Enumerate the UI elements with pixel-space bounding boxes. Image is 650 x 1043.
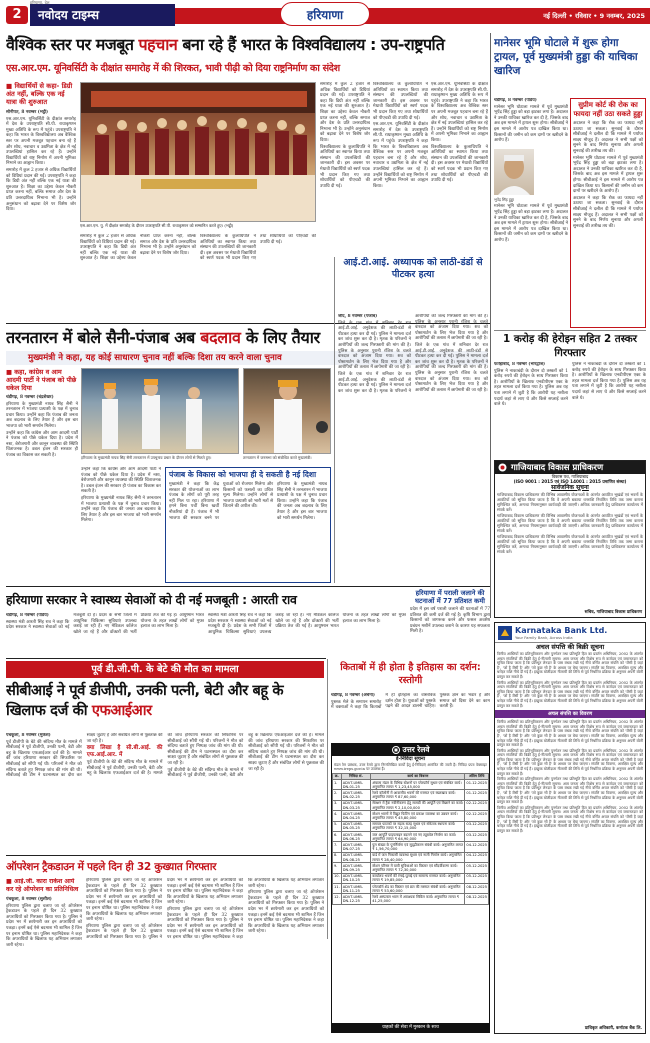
table-row: [333, 800, 489, 810]
gda-notice: गाजियाबाद विकास प्राधिकरण विकास पथ, गाजियाबाद (ISO 9001 : 2015 एवं ISO 14001 : 2015 प्रमाणित संस्था) सार्वजनिक सूचना गाजियाबाद विकास प्राधिकरण की विभिन्न आवासीय योजनाओं के अंतर्गत आवंटित भूखंडों एवं भवनों के आवंटियों को सूचित किया जाता है कि वे अपनी बकाया धनराशि निर्धारित तिथि तक जमा कराना सुनिश्चित करें, अन्यथा नियमानुसार कार्यवाही की जाएगी। अधिक जानकारी हेतु प्राधिकरण कार्यालय में संपर्क करें। गाजियाबाद विकास प्राधिकरण की विभिन्न आवासीय योजनाओं के अंतर्गत आवंटित भूखंडों एवं भवनों के आवंटियों को सूचित किया जाता है कि वे अपनी बकाया धनराशि निर्धारित तिथि तक जमा कराना सुनिश्चित करें, अन्यथा नियमानुसार कार्यवाही की जाएगी। अधिक जानकारी हेतु प्राधिकरण कार्यालय में संपर्क करें। गाजियाबाद विकास प्राधिकरण की विभिन्न आवासीय योजनाओं के अंतर्गत आवंटित भूखंडों एवं भवनों के आवंटियों को सूचित किया जाता है कि वे अपनी बकाया धनराशि निर्धारित तिथि तक जमा कराना सुनिश्चित करें, अन्यथा नियमानुसार कार्यवाही की जाएगी। अधिक जानकारी हेतु प्राधिकरण कार्यालय में संपर्क करें। सचिव, गाजियाबाद विकास प्राधिकरण: [494, 460, 646, 618]
iti-body: जींद, 8 नवम्बर (पंजाब) जिले के एक गांव में शनिवार देर रात आई.टी.आई. अनुदेशक की लाठी-डंडों से पीटकर हत्या कर दी गई। पुलिस ने मामला दर्ज कर जांच शुरू कर दी है। मृतक के परिजनों ने आरोपियों की जल्द गिरफ्तारी की मांग की है। पुलिस के अनुसार पुरानी रंजिश के चलते वारदात को अंजाम दिया गया। शव को पोस्टमार्टम के लिए भेज दिया गया है और आरोपियों की तलाश में छापेमारी की जा रही है। जिले के एक गांव में शनिवार देर रात आई.टी.आई. अनुदेशक की लाठी-डंडों से पीटकर हत्या कर दी गई। पुलिस ने मामला दर्ज कर जांच शुरू कर दी है। मृतक के परिजनों ने आरोपियों की जल्द गिरफ्तारी की मांग की है। पुलिस के अनुसार पुरानी रंजिश के चलते वारदात को अंजाम दिया गया। शव को पोस्टमार्टम के लिए भेज दिया गया है और आरोपियों की तलाश में छापेमारी की जा रही है। जिले के एक गांव में शनिवार देर रात आई.टी.आई. अनुदेशक की लाठी-डंडों से पीटकर हत्या कर दी गई। पुलिस ने मामला दर्ज कर जांच शुरू कर दी है। मृतक के परिजनों ने आरोपियों की जल्द गिरफ्तारी की मांग की है। पुलिस के अनुसार पुरानी रंजिश के चलते वारदात को अंजाम दिया गया। शव को पोस्टमार्टम के लिए भेज दिया गया है और आरोपियों की तलाश में छापेमारी की जा रही है।: [338, 314, 488, 394]
divider-horizontal-2: [6, 586, 490, 587]
saini-headline: तरनतारन में बोले सैनी-पंजाब अब बदलाव के लिए तैयार: [6, 328, 320, 347]
table-cell: स्टेशन भवनों में विद्युत फिटिंग एवं प्रकाश व्यवस्था का उन्नयन कार्य। अनुमानित लागत ₹ 45,80,000: [371, 811, 465, 821]
table-cell: पुल संख्या के पुनर्निर्माण एवं सुदृढ़ीकरण संबंधी कार्य। अनुमानित लागत ₹ 1,56,70,000: [372, 842, 464, 852]
table-cell: रेलवे अस्पताल भवन में आवश्यक सिविल कार्य। अनुमानित लागत ₹ 41,25,000: [371, 894, 465, 904]
saini-col-2: उन्होंने कहा कि कांग्रेस और आम आदमी पार्टी ने पंजाब को पीछे धकेल दिया है। प्रदेश में नशा, बेरोजगारी और कानून व्यवस्था की स्थिति चिंताजनक है। डबल इंजन की सरकार ही पंजाब का विकास कर सकती है। हरियाणा के मुख्यमंत्री नायब सिंह सैनी ने तरनतारन में भाजपा प्रत्याशी के पक्ष में चुनाव प्रचार किया। उन्होंने कहा कि पंजाब की जनता अब बदलाव के लिए तैयार है और इस बार भाजपा को भारी समर्थन मिलेगा।: [81, 467, 161, 524]
health-headline: हरियाणा सरकार ने स्वास्थ्य सेवाओं को दी नई मजबूती : आरती राव: [6, 592, 297, 607]
table-cell: 02.12.2025: [465, 811, 489, 821]
divider-horizontal-3: [6, 658, 326, 659]
lead-column-5: एस.आर.एम. यूनिवर्सिटी के दीक्षांत समारोह में देश के उपराष्ट्रपति सी.पी. राधाकृष्णन मुख्य अतिथि के रूप में पहुंचे। उपराष्ट्रपति ने कहा कि भारत के विश्वविद्यालय अब वैश्विक स्तर पर अपनी मजबूत पहचान बना रहे हैं और शोध, नवाचार व उद्यमिता के क्षेत्र में नई उपलब्धियां हासिल कर रहे हैं। उन्होंने विद्यार्थियों को राष्ट्र निर्माण में अपनी भूमिका निभाने का आह्वान किया। विश्वविद्यालय के कुलाधिपति ने अतिथियों का स्वागत किया तथा संस्थान की उपलब्धियों की जानकारी दी। इस अवसर पर मेधावी विद्यार्थियों को स्वर्ण पदक भी प्रदान किए गए तथा शोधार्थियों को पीएचडी की उपाधि दी गई।: [431, 82, 488, 184]
lead-subhead: एस.आर.एम. यूनिवर्सिटी के दीक्षांत समारोह में की शिरकत, भावी पीढ़ी को दिया राष्ट्रनिर्माण का संदेश: [6, 63, 340, 74]
saini-photo-2-art: [244, 369, 331, 454]
table-cell: 3.: [333, 800, 342, 810]
railway-table-header: क्र.: [333, 773, 342, 779]
table-cell: 05.12.2025: [465, 863, 489, 873]
divider-vertical-mid: [334, 257, 335, 583]
gda-logo-icon: [498, 463, 507, 472]
divider-vertical-dgp: [327, 659, 328, 939]
saini-caption-2: तरनतारन में जनसभा को संबोधित करते मुख्यमंत्री।: [243, 455, 312, 460]
table-cell: स्टेशन परिसर में यात्री सुविधाओं का विस्तार एवं सौंदर्यीकरण कार्य। अनुमानित लागत ₹ 72,30,000: [371, 863, 465, 873]
table-cell: कार्यालय भवनों की रंगाई-पुताई एवं सामान्य मरम्मत कार्य। अनुमानित लागत ₹ 19,85,000: [371, 873, 465, 883]
table-cell: 04.12.2025: [465, 852, 489, 862]
table-row: [333, 842, 489, 852]
lead-body-1: एस.आर.एम. यूनिवर्सिटी के दीक्षांत समारोह में देश के उपराष्ट्रपति सी.पी. राधाकृष्णन मुख्य अतिथि के रूप में पहुंचे। उपराष्ट्रपति ने कहा कि भारत के विश्वविद्यालय अब वैश्विक स्तर पर अपनी मजबूत पहचान बना रहे हैं और शोध, नवाचार व उद्यमिता के क्षेत्र में नई उपलब्धियां हासिल कर रहे हैं। उन्होंने विद्यार्थियों को राष्ट्र निर्माण में अपनी भूमिका निभाने का आह्वान किया।: [6, 116, 76, 167]
heroin-body: फतेहाबाद, 8 नवम्बर (भारद्वाज) पुलिस ने नाकाबंदी के दौरान दो तस्करों को 1 करोड़ रुपये की हेरोइन के साथ गिरफ्तार किया है। आरोपियों के खिलाफ एनडीपीएस एक्ट के तहत मामला दर्ज किया गया है। पुलिस अब यह पता लगाने में जुटी है कि आरोपी यह नशीला पदार्थ कहां से लाए थे और किसे सप्लाई करने वाले थे। पुलिस ने नाकाबंदी के दौरान दो तस्करों को 1 करोड़ रुपये की हेरोइन के साथ गिरफ्तार किया है। आरोपियों के खिलाफ एनडीपीएस एक्ट के तहत मामला दर्ज किया गया है। पुलिस अब यह पता लगाने में जुटी है कि आरोपी यह नशीला पदार्थ कहां से लाए थे और किसे सप्लाई करने वाले थे।: [494, 362, 646, 408]
table-cell: 10.: [333, 873, 342, 883]
masthead: [0, 0, 650, 30]
saini-box-head: पंजाब के विकास को भाजपा ही दे सकती है नई दिशा: [169, 470, 317, 479]
table-cell: 1.: [333, 780, 342, 790]
divider-horizontal-4: [6, 855, 326, 856]
health-body: चंडीगढ़, 8 नवम्बर (पांडेय) स्वास्थ्य मंत्री आरती सिंह राव ने कहा कि प्रदेश सरकार ने स्वास्थ्य सेवाओं को नई मजबूती दी है। प्रदेश के सभी जिलों में आधुनिक चिकित्सा सुविधाएं उपलब्ध कराई जा रही हैं। नए मेडिकल कॉलेज खोले जा रहे हैं और डॉक्टरों की भर्ती प्रक्रिया तेज की गई है। आयुष्मान भारत योजना के तहत लाखों लोगों को मुफ्त इलाज का लाभ मिला है। स्वास्थ्य मंत्री आरती सिंह राव ने कहा कि प्रदेश सरकार ने स्वास्थ्य सेवाओं को नई मजबूती दी है। प्रदेश के सभी जिलों में आधुनिक चिकित्सा सुविधाएं उपलब्ध कराई जा रही हैं। नए मेडिकल कॉलेज खोले जा रहे हैं और डॉक्टरों की भर्ती प्रक्रिया तेज की गई है। आयुष्मान भारत योजना के तहत लाखों लोगों को मुफ्त इलाज का लाभ मिला है।: [6, 613, 406, 635]
dgp-headline: सीबीआई ने पूर्व डीजीपी, उनकी पत्नी, बेटी और बहू के खिलाफ दर्ज की एफआईआर: [6, 682, 284, 719]
bank-title: अचल संपत्ति की बिक्री सूचना: [535, 643, 605, 651]
side-top-headline: मानेसर भूमि घोटाले में शुरू होगा ट्रायल, पूर्व मुख्यमंत्री हुड्डा की याचिका खारिज: [494, 37, 638, 77]
saini-photo-2: [243, 368, 331, 454]
iti-headline: आई.टी.आई. अध्यापक को लाठी-डंडों से पीटकर हत्या: [343, 257, 483, 280]
divider-vertical-right: [490, 33, 491, 618]
table-cell: 02.12.2025: [465, 800, 489, 810]
bank-logo-icon: [498, 626, 512, 640]
gda-header: गाजियाबाद विकास प्राधिकरण: [495, 461, 645, 474]
saini-col-1: ■ कहा, कांग्रेस व आम आदमी पार्टी ने पंजाब को पीछे धकेल दिया चंडीगढ़, 8 नवम्बर (चंद्रशेखर) हरियाणा के मुख्यमंत्री नायब सिंह सैनी ने तरनतारन में भाजपा प्रत्याशी के पक्ष में चुनाव प्रचार किया। उन्होंने कहा कि पंजाब की जनता अब बदलाव के लिए तैयार है और इस बार भाजपा को भारी समर्थन मिलेगा। उन्होंने कहा कि कांग्रेस और आम आदमी पार्टी ने पंजाब को पीछे धकेल दिया है। प्रदेश में नशा, बेरोजगारी और कानून व्यवस्था की स्थिति चिंताजनक है। डबल इंजन की सरकार ही पंजाब का विकास कर सकती है।: [6, 368, 78, 458]
lead-column-4: विश्वविद्यालय के कुलाधिपति ने अतिथियों का स्वागत किया तथा संस्थान की उपलब्धियों की जानकारी दी। इस अवसर पर मेधावी विद्यार्थियों को स्वर्ण पदक भी प्रदान किए गए तथा शोधार्थियों को पीएचडी की उपाधि दी गई। एस.आर.एम. यूनिवर्सिटी के दीक्षांत समारोह में देश के उपराष्ट्रपति सी.पी. राधाकृष्णन मुख्य अतिथि के रूप में पहुंचे। उपराष्ट्रपति ने कहा कि भारत के विश्वविद्यालय अब वैश्विक स्तर पर अपनी मजबूत पहचान बना रहे हैं और शोध, नवाचार व उद्यमिता के क्षेत्र में नई उपलब्धियां हासिल कर रहे हैं। उन्होंने विद्यार्थियों को राष्ट्र निर्माण में अपनी भूमिका निभाने का आह्वान किया।: [373, 82, 428, 189]
lead-column-1: [6, 82, 76, 322]
table-cell: रेलवे कॉलोनी में आवासीय भवनों की मरम्मत एवं रखरखाव कार्य। अनुमानित लागत ₹ 87,60,000: [371, 790, 465, 800]
railway-table-header: निविदा सं.: [341, 773, 371, 779]
tagline: हरियाणा, देश: [30, 0, 50, 5]
table-cell: प्लेटफॉर्म शेड का विस्तार एवं छत की मरम्मत संबंधी कार्य। अनुमानित लागत ₹ 53,60,000: [371, 884, 465, 894]
lead-column-3: समारोह में कुल 2 हजार से अधिक विद्यार्थियों को डिग्रियां प्रदान की गईं। उपराष्ट्रपति ने कहा कि डिग्री अंत नहीं बल्कि एक नई यात्रा की शुरुआत है। शिक्षा का उद्देश्य केवल नौकरी प्राप्त करना नहीं, बल्कि समाज और देश के प्रति उत्तरदायित्व निभाना भी है। उन्होंने अनुसंधान को बढ़ावा देने पर विशेष जोर दिया। विश्वविद्यालय के कुलाधिपति ने अतिथियों का स्वागत किया तथा संस्थान की उपलब्धियों की जानकारी दी। इस अवसर पर मेधावी विद्यार्थियों को स्वर्ण पदक भी प्रदान किए गए तथा शोधार्थियों को पीएचडी की उपाधि दी गई।: [320, 82, 370, 189]
railway-footer: ग्राहकों की सेवा में मुस्कान के साथ: [332, 1023, 489, 1032]
hooda-caption: भूपेंद्र सिंह हुड्डा: [494, 196, 514, 202]
table-cell: जल आपूर्ति पाइपलाइन बदलने एवं नए ट्यूबवेल निर्माण का कार्य। अनुमानित लागत ₹ 64,90,000: [371, 832, 465, 842]
table-cell: अंबाला मंडल के विभिन्न स्टेशनों पर प्लेटफॉर्म सुधार एवं संबंधित कार्य। अनुमानित लागत ₹ 1,23,45,000: [371, 780, 465, 790]
table-cell: 03.12.2025: [465, 832, 489, 842]
table-cell: ADVT-UMB-DN-01-25: [341, 780, 371, 790]
table-cell: 7.: [333, 842, 342, 852]
dgp-sub-head: क्या लिखा है सी.बी.आई. की एफ.आई.आर. में: [86, 745, 163, 759]
bank-header: Karnataka Bank Ltd. Your Family Bank, Across India: [495, 623, 645, 643]
table-row: [333, 821, 489, 831]
table-cell: ADVT-UMB-DN-06-25: [341, 832, 371, 842]
lead-photo-illustration: [81, 83, 316, 222]
haryana-tithi: हरियाणा में पराली जलाने की घटनाओं में 77 प्रतिशत कमी प्रदेश में इस वर्ष पराली जलाने की घटनाओं में 77 प्रतिशत की कमी दर्ज की गई है। कृषि विभाग द्वारा किसानों को जागरूक करने और फसल अवशेष प्रबंधन मशीनें उपलब्ध कराने के कारण यह सफलता मिली है।: [410, 589, 490, 635]
table-cell: ADVT-UMB-DN-02-25: [341, 790, 371, 800]
table-row: [333, 852, 489, 862]
lead-dateline: सोनीपत, 8 नवम्बर (भट्ठी): [6, 110, 49, 115]
table-cell: ADVT-UMB-DN-03-25: [341, 800, 371, 810]
saini-caption-1: हरियाणा के मुख्यमंत्री नायब सिंह सैनी तरनतारन में उपचुनाव प्रचार के दौरान लोगों से मिलते हुए।: [81, 455, 212, 460]
table-cell: ADVT-UMB-DN-10-25: [341, 873, 371, 883]
divider-heroin: [494, 330, 646, 331]
table-cell: 05.12.2025: [465, 873, 489, 883]
table-cell: ADVT-UMB-DN-07-25: [341, 842, 371, 852]
lead-photo: [80, 82, 316, 222]
operation-side-head: ■ आई.जी. कारा राकेश आर्य कर रहे ऑपरेशन का प्रतिनिधित्व: [6, 878, 79, 893]
heroin-headline: 1 करोड़ की हेरोइन सहित 2 तस्कर गिरफ्तार: [503, 333, 637, 359]
table-cell: 01.12.2025: [465, 780, 489, 790]
table-row: [333, 790, 489, 800]
railway-logo-icon: [392, 746, 400, 754]
dgp-body: पंचकूला, 8 नवम्बर (मुकेश) पूर्व डीजीपी के बेटे की संदिग्ध मौत के मामले में सीबीआई ने पूर्व डीजीपी, उनकी पत्नी, बेटी और बहू के खिलाफ एफआईआर दर्ज की है। मामले की जांच हरियाणा सरकार की सिफारिश पर सीबीआई को सौंपी गई थी। परिजनों ने मौत को संदिग्ध बताते हुए निष्पक्ष जांच की मांग की थी। सीबीआई की टीम ने घटनास्थल का दौरा कर साक्ष्य जुटाए हैं और संबंधित लोगों से पूछताछ की जा रही है। क्या लिखा है सी.बी.आई. की एफ.आई.आर. में पूर्व डीजीपी के बेटे की संदिग्ध मौत के मामले में सीबीआई ने पूर्व डीजीपी, उनकी पत्नी, बेटी और बहू के खिलाफ एफआईआर दर्ज की है। मामले की जांच हरियाणा सरकार की सिफारिश पर सीबीआई को सौंपी गई थी। परिजनों ने मौत को संदिग्ध बताते हुए निष्पक्ष जांच की मांग की थी। सीबीआई की टीम ने घटनास्थल का दौरा कर साक्ष्य जुटाए हैं और संबंधित लोगों से पूछताछ की जा रही है। पूर्व डीजीपी के बेटे की संदिग्ध मौत के मामले में सीबीआई ने पूर्व डीजीपी, उनकी पत्नी, बेटी और बहू के खिलाफ एफआईआर दर्ज की है। मामले की जांच हरियाणा सरकार की सिफारिश पर सीबीआई को सौंपी गई थी। परिजनों ने मौत को संदिग्ध बताते हुए निष्पक्ष जांच की मांग की थी। सीबीआई की टीम ने घटनास्थल का दौरा कर साक्ष्य जुटाए हैं और संबंधित लोगों से पूछताछ की जा रही है।: [6, 733, 324, 779]
hooda-portrait: [494, 149, 534, 195]
table-row: [333, 863, 489, 873]
lead-body-2: समारोह में कुल 2 हजार से अधिक विद्यार्थियों को डिग्रियां प्रदान की गईं। उपराष्ट्रपति ने कहा कि डिग्री अंत नहीं बल्कि एक नई यात्रा की शुरुआत है। शिक्षा का उद्देश्य केवल नौकरी प्राप्त करना नहीं, बल्कि समाज और देश के प्रति उत्तरदायित्व निभाना भी है। उन्होंने अनुसंधान को बढ़ावा देने पर विशेष जोर दिया।: [6, 167, 76, 213]
table-cell: 11.: [333, 884, 342, 894]
table-cell: 4.: [333, 811, 342, 821]
table-cell: ADVT-UMB-DN-08-25: [341, 852, 371, 862]
table-row: [333, 873, 489, 883]
table-cell: ADVT-UMB-DN-09-25: [341, 863, 371, 873]
table-cell: 2.: [333, 790, 342, 800]
table-row: [333, 811, 489, 821]
bank-footer: प्राधिकृत अधिकारी, कर्नाटक बैंक लि.: [584, 1025, 642, 1030]
table-cell: 8.: [333, 852, 342, 862]
table-cell: 04.12.2025: [465, 842, 489, 852]
table-row: [333, 894, 489, 904]
section-title: हरियाणा: [280, 2, 370, 26]
saini-side-head: ■ कहा, कांग्रेस व आम आदमी पार्टी ने पंजाब को पीछे धकेल दिया: [6, 368, 77, 392]
lead-headline: वैश्विक स्तर पर मजबूत पहचान बना रहे हैं भारत के विश्वविद्यालय : उप-राष्ट्रपति: [6, 35, 445, 54]
operation-col-1: ■ आई.जी. कारा राकेश आर्य कर रहे ऑपरेशन का प्रतिनिधित्व पंचकूला, 8 नवम्बर (सुशील) हरियाणा पुलिस द्वारा चलाए जा रहे ऑपरेशन ट्रैकडाउन के पहले ही दिन 32 कुख्यात अपराधियों को गिरफ्तार किया गया है। पुलिस ने प्रदेश भर में छापेमारी कर इन अपराधियों को पकड़ा। इनमें कई ऐसे बदमाश भी शामिल हैं जिन पर इनाम घोषित था। पुलिस महानिदेशक ने कहा कि अपराधियों के खिलाफ यह अभियान लगातार जारी रहेगा।: [6, 878, 82, 948]
railway-table-header: अंतिम तिथि: [465, 773, 489, 779]
books-headline: किताबों में ही होता है इतिहास का दर्शन: रस्तोगी: [340, 662, 481, 686]
table-cell: 03.12.2025: [465, 821, 489, 831]
saini-box: पंजाब के विकास को भाजपा ही दे सकती है नई दिशा मुख्यमंत्री ने कहा कि केंद्र सरकार की योजनाओं का लाभ पंजाब के लोगों को पूरी तरह नहीं मिल पा रहा। हरियाणा में हमने बिना पर्ची बिना खर्ची नौकरियां दी हैं। पंजाब में भी भाजपा की सरकार बनने पर युवाओं को रोजगार मिलेगा और किसानों को फसलों का उचित मूल्य मिलेगा। उन्होंने लोगों से भाजपा प्रत्याशी को भारी मतों से जिताने की अपील की। हरियाणा के मुख्यमंत्री नायब सिंह सैनी ने तरनतारन में भाजपा प्रत्याशी के पक्ष में चुनाव प्रचार किया। उन्होंने कहा कि पंजाब की जनता अब बदलाव के लिए तैयार है और इस बार भाजपा को भारी समर्थन मिलेगा।: [165, 467, 331, 583]
table-row: [333, 832, 489, 842]
books-body: चंडीगढ़, 8 नवम्बर (अर्चना) पुस्तक मेले के समापन समारोह में वक्ताओं ने कहा कि किताबों में ही इतिहास का वास्तविक दर्शन होता है। युवाओं को पुस्तकें पढ़ने की आदत डालनी चाहिए। पुस्तकें ज्ञान का भंडार हैं और समाज को दिशा देने का काम करती हैं।: [331, 693, 490, 711]
side-top-body: चंडीगढ़, 8 नवम्बर (पांडेय) मानेसर भूमि घोटाला मामले में पूर्व मुख्यमंत्री भूपेंद्र सिंह हुड्डा को बड़ा झटका लगा है। अदालत ने उनकी याचिका खारिज कर दी है, जिसके बाद अब इस मामले में ट्रायल शुरू होगा। सीबीआई ने इस मामले में आरोप पत्र दाखिल किया था। किसानों की जमीन को कम दामों पर खरीदने के आरोप हैं। भूपेंद्र सिंह हुड्डा मानेसर भूमि घोटाला मामले में पूर्व मुख्यमंत्री भूपेंद्र सिंह हुड्डा को बड़ा झटका लगा है। अदालत ने उनकी याचिका खारिज कर दी है, जिसके बाद अब इस मामले में ट्रायल शुरू होगा। सीबीआई ने इस मामले में आरोप पत्र दाखिल किया था। किसानों की जमीन को कम दामों पर खरीदने के आरोप हैं।: [494, 98, 568, 243]
saini-photo-1: [81, 368, 239, 454]
karnataka-bank-notice: Karnataka Bank Ltd. Your Family Bank, Across India अचल संपत्ति की बिक्री सूचना वित्तीय आस्तियों का प्रतिभूतिकरण और पुनर्गठन तथा प्रतिभूति हित का प्रवर्तन अधिनियम, 2002 के अंतर्गत अचल संपत्तियों की बिक्री हेतु ई-नीलामी सूचना। आम जनता और विशेष रूप से कर्जदार एवं जमानतदार को सूचित किया जाता है कि प्रतिभूत लेनदार के पास बंधक रखी गई नीचे वर्णित अचल संपत्ति को 'जैसी है जहां है', 'जो है जैसी है' और 'जो कुछ भी है' के आधार पर बेचा जाएगा। संपत्ति का विवरण, आरक्षित मूल्य और धरोहर राशि नीचे दी गई है। इच्छुक बोलीदाता नीलामी की तिथि से पूर्व निर्धारित प्रक्रिया के अनुसार अपनी बोली प्रस्तुत कर सकते हैं। वित्तीय आस्तियों का प्रतिभूतिकरण और पुनर्गठन तथा प्रतिभूति हित का प्रवर्तन अधिनियम, 2002 के अंतर्गत अचल संपत्तियों की बिक्री हेतु ई-नीलामी सूचना। आम जनता और विशेष रूप से कर्जदार एवं जमानतदार को सूचित किया जाता है कि प्रतिभूत लेनदार के पास बंधक रखी गई नीचे वर्णित अचल संपत्ति को 'जैसी है जहां है', 'जो है जैसी है' और 'जो कुछ भी है' के आधार पर बेचा जाएगा। संपत्ति का विवरण, आरक्षित मूल्य और धरोहर राशि नीचे दी गई है। इच्छुक बोलीदाता नीलामी की तिथि से पूर्व निर्धारित प्रक्रिया के अनुसार अपनी बोली प्रस्तुत कर सकते हैं। अचल संपत्ति का विवरण वित्तीय आस्तियों का प्रतिभूतिकरण और पुनर्गठन तथा प्रतिभूति हित का प्रवर्तन अधिनियम, 2002 के अंतर्गत अचल संपत्तियों की बिक्री हेतु ई-नीलामी सूचना। आम जनता और विशेष रूप से कर्जदार एवं जमानतदार को सूचित किया जाता है कि प्रतिभूत लेनदार के पास बंधक रखी गई नीचे वर्णित अचल संपत्ति को 'जैसी है जहां है', 'जो है जैसी है' और 'जो कुछ भी है' के आधार पर बेचा जाएगा। संपत्ति का विवरण, आरक्षित मूल्य और धरोहर राशि नीचे दी गई है। इच्छुक बोलीदाता नीलामी की तिथि से पूर्व निर्धारित प्रक्रिया के अनुसार अपनी बोली प्रस्तुत कर सकते हैं। वित्तीय आस्तियों का प्रतिभूतिकरण और पुनर्गठन तथा प्रतिभूति हित का प्रवर्तन अधिनियम, 2002 के अंतर्गत अचल संपत्तियों की बिक्री हेतु ई-नीलामी सूचना। आम जनता और विशेष रूप से कर्जदार एवं जमानतदार को सूचित किया जाता है कि प्रतिभूत लेनदार के पास बंधक रखी गई नीचे वर्णित अचल संपत्ति को 'जैसी है जहां है', 'जो है जैसी है' और 'जो कुछ भी है' के आधार पर बेचा जाएगा। संपत्ति का विवरण, आरक्षित मूल्य और धरोहर राशि नीचे दी गई है। इच्छुक बोलीदाता नीलामी की तिथि से पूर्व निर्धारित प्रक्रिया के अनुसार अपनी बोली प्रस्तुत कर सकते हैं। वित्तीय आस्तियों का प्रतिभूतिकरण और पुनर्गठन तथा प्रतिभूति हित का प्रवर्तन अधिनियम, 2002 के अंतर्गत अचल संपत्तियों की बिक्री हेतु ई-नीलामी सूचना। आम जनता और विशेष रूप से कर्जदार एवं जमानतदार को सूचित किया जाता है कि प्रतिभूत लेनदार के पास बंधक रखी गई नीचे वर्णित अचल संपत्ति को 'जैसी है जहां है', 'जो है जैसी है' और 'जो कुछ भी है' के आधार पर बेचा जाएगा। संपत्ति का विवरण, आरक्षित मूल्य और धरोहर राशि नीचे दी गई है। इच्छुक बोलीदाता नीलामी की तिथि से पूर्व निर्धारित प्रक्रिया के अनुसार अपनी बोली प्रस्तुत कर सकते हैं। वित्तीय आस्तियों का प्रतिभूतिकरण और पुनर्गठन तथा प्रतिभूति हित का प्रवर्तन अधिनियम, 2002 के अंतर्गत अचल संपत्तियों की बिक्री हेतु ई-नीलामी सूचना। आम जनता और विशेष रूप से कर्जदार एवं जमानतदार को सूचित किया जाता है कि प्रतिभूत लेनदार के पास बंधक रखी गई नीचे वर्णित अचल संपत्ति को 'जैसी है जहां है', 'जो है जैसी है' और 'जो कुछ भी है' के आधार पर बेचा जाएगा। संपत्ति का विवरण, आरक्षित मूल्य और धरोहर राशि नीचे दी गई है। इच्छुक बोलीदाता नीलामी की तिथि से पूर्व निर्धारित प्रक्रिया के अनुसार अपनी बोली प्रस्तुत कर सकते हैं। प्राधिकृत अधिकारी, कर्नाटक बैंक लि.: [494, 622, 646, 1034]
table-cell: ADVT-UMB-DN-04-25: [341, 811, 371, 821]
paper-name: नवोदय टाइम्स: [30, 4, 175, 26]
table-cell: 12.: [333, 894, 342, 904]
table-cell: यार्ड में जल निकासी व्यवस्था सुधार एवं नाली निर्माण कार्य। अनुमानित लागत ₹ 28,40,000: [371, 852, 465, 862]
dateline: नई दिल्ली • रविवार • 9 नवम्बर, 2025: [543, 12, 645, 20]
table-cell: 5.: [333, 821, 342, 831]
dgp-banner: पूर्व डी.जी.पी. के बेटे की मौत का मामला: [6, 661, 324, 678]
hooda-photo: [494, 149, 534, 195]
table-cell: ADVT-UMB-DN-11-25: [341, 884, 371, 894]
operation-headline: ऑपरेशन ट्रैकडाउन में पहले दिन ही 32 कुख्यात गिरफ्तार: [6, 861, 217, 873]
table-cell: 08.12.2025: [465, 894, 489, 904]
lead-bullet: ■ विद्यार्थियों से कहा- डिग्री अंत नहीं, बल्कि एक नई यात्रा की शुरुआत: [6, 82, 73, 106]
table-cell: 08.12.2025: [465, 884, 489, 894]
page-number: 2: [6, 6, 28, 24]
table-cell: ADVT-UMB-DN-12-25: [341, 894, 371, 904]
table-cell: सेक्शन में ट्रैक नवीनीकरण हेतु सामग्री की आपूर्ति एवं बिछाने का कार्य। अनुमानित लागत ₹ 2,10,00,000: [372, 801, 464, 810]
railway-tender: उत्तर रेलवे ई-निविदा सूचना मंडल रेल प्रबंधक, उत्तर रेलवे द्वारा निम्नलिखित कार्यों हेतु ई-निविदाएं आमंत्रित की जाती हैं। निविदा प्रपत्र वेबसाइट www.ireps.gov.in पर उपलब्ध हैं। क्र. निविदा सं. कार्य का विवरण अंतिम तिथि 1. ADVT-UMB-DN-01-25 अंबाला मंडल के विभिन्न स्टेशनों पर प्लेटफॉर्म सुधार एवं संबंधित कार्य। अनुमानित लागत ₹ 1,23,45,000 01.12.2025 2. ADVT-UMB-DN-02-25 रेलवे कॉलोनी में आवासीय भवनों की मरम्मत एवं रखरखाव कार्य। अनुमानित लागत ₹ 87,60,000 01.12.2025 3. ADVT-UMB-DN-03-25 सेक्शन में ट्रैक नवीनीकरण हेतु सामग्री की आपूर्ति एवं बिछाने का कार्य। अनुमानित लागत ₹ 2,10,00,000 02.12.2025 4. ADVT-UMB-DN-04-25 स्टेशन भवनों में विद्युत फिटिंग एवं प्रकाश व्यवस्था का उन्नयन कार्य। अनुमानित लागत ₹ 45,80,000 02.12.2025 5. ADVT-UMB-DN-05-25 समपार फाटकों पर सड़क सतह सुधार एवं संकेतक स्थापना कार्य। अनुमानित लागत ₹ 32,15,000 03.12.2025 6. ADVT-UMB-DN-06-25 जल आपूर्ति पाइपलाइन बदलने एवं नए ट्यूबवेल निर्माण का कार्य। अनुमानित लागत ₹ 64,90,000 03.12.2025 7. ADVT-UMB-DN-07-25 पुल संख्या के पुनर्निर्माण एवं सुदृढ़ीकरण संबंधी कार्य। अनुमानित लागत ₹ 1,56,70,000 04.12.2025 8. ADVT-UMB-DN-08-25 यार्ड में जल निकासी व्यवस्था सुधार एवं नाली निर्माण कार्य। अनुमानित लागत ₹ 28,40,000 04.12.2025 9. ADVT-UMB-DN-09-25 स्टेशन परिसर में यात्री सुविधाओं का विस्तार एवं सौंदर्यीकरण कार्य। अनुमानित लागत ₹ 72,30,000 05.12.2025 10. ADVT-UMB-DN-10-25 कार्यालय भवनों की रंगाई-पुताई एवं सामान्य मरम्मत कार्य। अनुमानित लागत ₹ 19,85,000 05.12.2025 11. ADVT-UMB-DN-11-25 प्लेटफॉर्म शेड का विस्तार एवं छत की मरम्मत संबंधी कार्य। अनुमानित लागत ₹ 53,60,000 08.12.2025 12. ADVT-UMB-DN-12-25 रेलवे अस्पताल भवन में आवश्यक सिविल कार्य। अनुमानित लागत ₹ 41,25,000 08.12.2025 ग्राहकों की सेवा में मुस्कान के साथ: [331, 743, 490, 1033]
side-box-title: सुप्रीम कोर्ट की रोक का फायदा नहीं उठा सकते हुड्डा: [573, 101, 643, 118]
side-top-box: सुप्रीम कोर्ट की रोक का फायदा नहीं उठा सकते हुड्डा अदालत ने कहा कि रोक का फायदा नहीं उठाया जा सकता। सुनवाई के दौरान सीबीआई ने दलील दी कि मामले में पर्याप्त साक्ष्य मौजूद हैं। अदालत ने सभी पक्षों को सुनने के बाद निर्णय सुनाया और अगली सुनवाई की तारीख तय की। मानेसर भूमि घोटाला मामले में पूर्व मुख्यमंत्री भूपेंद्र सिंह हुड्डा को बड़ा झटका लगा है। अदालत ने उनकी याचिका खारिज कर दी है, जिसके बाद अब इस मामले में ट्रायल शुरू होगा। सीबीआई ने इस मामले में आरोप पत्र दाखिल किया था। किसानों की जमीन को कम दामों पर खरीदने के आरोप हैं। अदालत ने कहा कि रोक का फायदा नहीं उठाया जा सकता। सुनवाई के दौरान सीबीआई ने दलील दी कि मामले में पर्याप्त साक्ष्य मौजूद हैं। अदालत ने सभी पक्षों को सुनने के बाद निर्णय सुनाया और अगली सुनवाई की तारीख तय की।: [570, 98, 646, 328]
table-cell: 6.: [333, 832, 342, 842]
table-cell: समपार फाटकों पर सड़क सतह सुधार एवं संकेतक स्थापना कार्य। अनुमानित लागत ₹ 32,15,000: [371, 821, 465, 831]
table-cell: 01.12.2025: [465, 790, 489, 800]
lead-photo-caption: एस.आर.एम. यू. में दीक्षांत समारोह के दौरान उपराष्ट्रपति सी.पी. राधाकृष्णन को सम्मानित करते हुए। (भट्ठी): [80, 223, 234, 228]
saini-subhead-bar: मुख्यमंत्री ने कहा, यह कोई साधारण चुनाव नहीं बल्कि दिशा तय करने वाला चुनाव: [6, 351, 488, 365]
bank-sub-title: अचल संपत्ति का विवरण: [495, 710, 645, 718]
saini-photo-1-art: [82, 369, 239, 454]
lead-under-photo: समारोह में कुल 2 हजार से अधिक विद्यार्थियों को डिग्रियां प्रदान की गईं। उपराष्ट्रपति ने कहा कि डिग्री अंत नहीं बल्कि एक नई यात्रा की शुरुआत है। शिक्षा का उद्देश्य केवल नौकरी प्राप्त करना नहीं, बल्कि समाज और देश के प्रति उत्तरदायित्व निभाना भी है। उन्होंने अनुसंधान को बढ़ावा देने पर विशेष जोर दिया। विश्वविद्यालय के कुलाधिपति ने अतिथियों का स्वागत किया तथा संस्थान की उपलब्धियों की जानकारी दी। इस अवसर पर मेधावी विद्यार्थियों को स्वर्ण पदक भी प्रदान किए गए तथा शोधार्थियों को पीएचडी की उपाधि दी गई।: [80, 234, 316, 262]
railway-table-header: कार्य का विवरण: [371, 773, 465, 779]
table-cell: ADVT-UMB-DN-05-25: [341, 821, 371, 831]
table-row: [333, 780, 489, 790]
railway-table: [332, 773, 489, 905]
table-cell: 9.: [333, 863, 342, 873]
table-row: [333, 884, 489, 894]
operation-body: हरियाणा पुलिस द्वारा चलाए जा रहे ऑपरेशन ट्रैकडाउन के पहले ही दिन 32 कुख्यात अपराधियों को गिरफ्तार किया गया है। पुलिस ने प्रदेश भर में छापेमारी कर इन अपराधियों को पकड़ा। इनमें कई ऐसे बदमाश भी शामिल हैं जिन पर इनाम घोषित था। पुलिस महानिदेशक ने कहा कि अपराधियों के खिलाफ यह अभियान लगातार जारी रहेगा। हरियाणा पुलिस द्वारा चलाए जा रहे ऑपरेशन ट्रैकडाउन के पहले ही दिन 32 कुख्यात अपराधियों को गिरफ्तार किया गया है। पुलिस ने प्रदेश भर में छापेमारी कर इन अपराधियों को पकड़ा। इनमें कई ऐसे बदमाश भी शामिल हैं जिन पर इनाम घोषित था। पुलिस महानिदेशक ने कहा कि अपराधियों के खिलाफ यह अभियान लगातार जारी रहेगा। हरियाणा पुलिस द्वारा चलाए जा रहे ऑपरेशन ट्रैकडाउन के पहले ही दिन 32 कुख्यात अपराधियों को गिरफ्तार किया गया है। पुलिस ने प्रदेश भर में छापेमारी कर इन अपराधियों को पकड़ा। इनमें कई ऐसे बदमाश भी शामिल हैं जिन पर इनाम घोषित था। पुलिस महानिदेशक ने कहा कि अपराधियों के खिलाफ यह अभियान लगातार जारी रहेगा। हरियाणा पुलिस द्वारा चलाए जा रहे ऑपरेशन ट्रैकडाउन के पहले ही दिन 32 कुख्यात अपराधियों को गिरफ्तार किया गया है। पुलिस ने प्रदेश भर में छापेमारी कर इन अपराधियों को पकड़ा। इनमें कई ऐसे बदमाश भी शामिल हैं जिन पर इनाम घोषित था। पुलिस महानिदेशक ने कहा कि अपराधियों के खिलाफ यह अभियान लगातार जारी रहेगा।: [86, 878, 324, 940]
